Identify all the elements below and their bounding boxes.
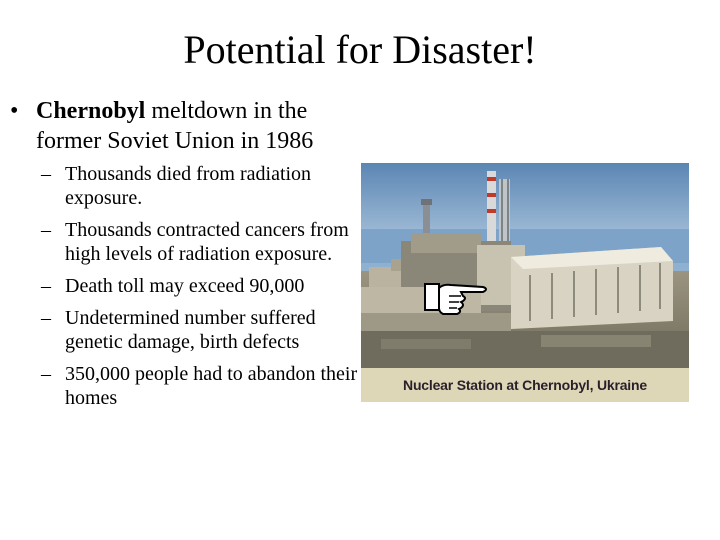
main-bullet [10, 96, 360, 156]
sub-bullet [10, 218, 360, 266]
sub-bullet [10, 306, 360, 354]
sub-bullet [10, 162, 360, 210]
chernobyl-photo [361, 163, 689, 402]
sub-bullet-dash: – [41, 219, 51, 241]
bullet-list [10, 96, 360, 418]
slide-title: Potential for Disaster! [183, 27, 537, 72]
sub-bullet-dash: – [41, 307, 51, 329]
pointing-hand-icon [423, 278, 489, 322]
sub-bullet-text: 350,000 people had to abandon their homes [65, 363, 358, 409]
power-plant-illustration [361, 163, 689, 402]
bullet-bold-term: Chernobyl [36, 98, 146, 124]
sub-bullet [10, 274, 360, 298]
bullet-dot: • [10, 98, 19, 124]
bullet-text: meltdown in the former Soviet Union in 1986 [36, 98, 314, 154]
sub-bullet [10, 362, 360, 410]
sub-bullet-list [10, 162, 360, 410]
sub-bullet-text: Thousands died from radiation exposure. [65, 163, 312, 209]
sub-bullet-text: Undetermined number suffered genetic damage, birth defects [65, 307, 316, 353]
sub-bullet-dash: – [41, 163, 51, 185]
photo-caption: Nuclear Station at Chernobyl, Ukraine [361, 368, 689, 402]
sub-bullet-dash: – [41, 275, 51, 297]
sub-bullet-text: Thousands contracted cancers from high levels of radiation exposure. [65, 219, 349, 265]
sub-bullet-dash: – [41, 363, 51, 385]
sub-bullet-text: Death toll may exceed 90,000 [65, 275, 305, 297]
